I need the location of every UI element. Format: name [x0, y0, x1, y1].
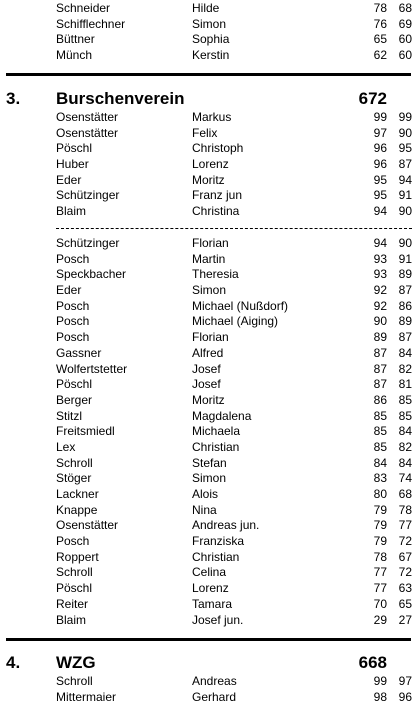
team-name: Burschenverein — [56, 89, 185, 108]
score-1: 78 — [373, 1, 387, 15]
first-name: Simon — [192, 16, 227, 31]
score-1: 85 — [373, 424, 387, 439]
last-name: Blaim — [56, 204, 87, 219]
last-name: Osenstätter — [56, 110, 119, 124]
first-name: Simon — [192, 283, 227, 298]
score-1: 99 — [373, 110, 387, 124]
score-1: 70 — [373, 596, 387, 611]
score-1: 65 — [373, 32, 387, 47]
score-1: 87 — [373, 377, 387, 392]
score-2: 85 — [398, 392, 412, 407]
first-name: Felix — [192, 125, 218, 140]
first-name: Franz jun — [192, 188, 243, 203]
table-row — [0, 613, 417, 629]
last-name: Schroll — [56, 565, 93, 580]
first-name: Josef jun. — [192, 612, 244, 627]
first-name: Sophia — [192, 32, 230, 47]
score-1: 92 — [373, 298, 387, 313]
first-name: Kerstin — [192, 48, 230, 63]
table-row — [0, 690, 417, 706]
score-2: 74 — [398, 471, 412, 486]
score-1: 83 — [373, 471, 387, 486]
first-name: Martin — [192, 251, 226, 266]
table-row — [0, 252, 417, 268]
table-row — [0, 471, 417, 487]
score-1: 97 — [373, 125, 387, 140]
score-2: 77 — [398, 518, 412, 533]
score-2: 95 — [398, 141, 412, 156]
score-2: 84 — [398, 345, 412, 360]
last-name: Pöschl — [56, 377, 93, 392]
last-name: Speckbacher — [56, 267, 127, 282]
score-2: 72 — [398, 565, 412, 580]
table-row — [0, 503, 417, 519]
first-name: Markus — [192, 110, 232, 124]
table-row — [0, 314, 417, 330]
table-row — [0, 362, 417, 378]
last-name: Reiter — [56, 596, 89, 611]
table-row — [0, 236, 417, 252]
last-name: Schifflechner — [56, 16, 126, 31]
table-row — [0, 550, 417, 566]
score-1: 85 — [373, 408, 387, 423]
first-name: Franziska — [192, 534, 245, 549]
score-1: 95 — [373, 188, 387, 203]
first-name: Andreas — [192, 674, 237, 688]
score-1: 98 — [373, 689, 387, 704]
last-name: Roppert — [56, 549, 99, 564]
previous-team-rows — [0, 1, 417, 64]
score-2: 68 — [398, 1, 412, 15]
score-1: 96 — [373, 157, 387, 172]
first-name: Lorenz — [192, 157, 229, 172]
first-name: Michael (Nußdorf) — [192, 298, 289, 313]
score-1: 93 — [373, 251, 387, 266]
table-row — [0, 141, 417, 157]
table-row — [0, 409, 417, 425]
last-name: Wolfertstetter — [56, 361, 128, 376]
score-1: 86 — [373, 392, 387, 407]
score-2: 69 — [398, 16, 412, 31]
score-2: 96 — [398, 689, 412, 704]
first-name: Christian — [192, 549, 240, 564]
last-name: Huber — [56, 157, 89, 172]
score-2: 85 — [398, 408, 412, 423]
first-name: Josef — [192, 361, 221, 376]
score-2: 27 — [398, 612, 412, 627]
score-1: 77 — [373, 581, 387, 596]
table-row — [0, 157, 417, 173]
last-name: Stöger — [56, 471, 92, 486]
last-name: Mittermaier — [56, 689, 117, 704]
table-row — [0, 204, 417, 220]
score-2: 99 — [398, 110, 412, 124]
team-member-rows — [0, 110, 417, 220]
team-separator — [6, 73, 411, 76]
table-row — [0, 299, 417, 315]
first-name: Alois — [192, 487, 219, 501]
score-1: 77 — [373, 565, 387, 580]
table-row — [0, 581, 417, 597]
team-reserve-rows — [0, 236, 417, 628]
score-2: 82 — [398, 439, 412, 454]
last-name: Freitsmiedl — [56, 424, 115, 439]
table-row — [0, 173, 417, 189]
score-2: 65 — [398, 596, 412, 611]
last-name: Schützinger — [56, 188, 120, 203]
last-name: Posch — [56, 314, 90, 329]
table-row — [0, 440, 417, 456]
first-name: Moritz — [192, 392, 225, 407]
table-row — [0, 565, 417, 581]
score-1: 29 — [373, 612, 387, 627]
last-name: Schroll — [56, 674, 93, 688]
score-1: 79 — [373, 518, 387, 533]
first-name: Moritz — [192, 172, 225, 187]
score-2: 90 — [398, 236, 412, 250]
first-name: Christian — [192, 439, 240, 454]
last-name: Münch — [56, 48, 93, 63]
last-name: Stitzl — [56, 408, 83, 423]
score-2: 78 — [398, 502, 412, 517]
first-name: Magdalena — [192, 408, 252, 423]
first-name: Florian — [192, 236, 229, 250]
table-row — [0, 48, 417, 64]
score-1: 87 — [373, 345, 387, 360]
last-name: Gassner — [56, 345, 102, 360]
team-member-rows — [0, 674, 417, 705]
table-row — [0, 674, 417, 690]
table-row — [0, 32, 417, 48]
first-name: Gerhard — [192, 689, 237, 704]
score-2: 90 — [398, 125, 412, 140]
last-name: Berger — [56, 392, 93, 407]
first-name: Simon — [192, 471, 227, 486]
score-2: 84 — [398, 455, 412, 470]
first-name: Tamara — [192, 596, 233, 611]
first-name: Andreas jun. — [192, 518, 260, 533]
table-row — [0, 110, 417, 126]
last-name: Schützinger — [56, 236, 120, 250]
table-row — [0, 126, 417, 142]
table-row — [0, 518, 417, 534]
table-row — [0, 377, 417, 393]
table-row — [0, 267, 417, 283]
table-row — [0, 1, 417, 17]
score-1: 76 — [373, 16, 387, 31]
score-2: 86 — [398, 298, 412, 313]
first-name: Michaela — [192, 424, 241, 439]
first-name: Hilde — [192, 1, 220, 15]
table-row — [0, 424, 417, 440]
score-1: 90 — [373, 314, 387, 329]
last-name: Osenstätter — [56, 518, 119, 533]
first-name: Lorenz — [192, 581, 229, 596]
last-name: Lex — [56, 439, 76, 454]
last-name: Schroll — [56, 455, 93, 470]
score-1: 80 — [373, 487, 387, 501]
score-2: 60 — [398, 32, 412, 47]
score-1: 85 — [373, 439, 387, 454]
score-2: 91 — [398, 251, 412, 266]
score-1: 95 — [373, 172, 387, 187]
first-name: Christoph — [192, 141, 244, 156]
score-2: 87 — [398, 283, 412, 298]
team-header — [0, 651, 417, 675]
last-name: Eder — [56, 172, 82, 187]
score-1: 92 — [373, 283, 387, 298]
score-1: 99 — [373, 674, 387, 688]
team-rank: 4. — [6, 653, 21, 672]
team-separator — [6, 638, 411, 641]
score-2: 90 — [398, 204, 412, 219]
score-1: 79 — [373, 534, 387, 549]
first-name: Theresia — [192, 267, 239, 282]
table-row — [0, 283, 417, 299]
team-total: 668 — [358, 653, 387, 672]
score-2: 94 — [398, 172, 412, 187]
score-1: 94 — [373, 236, 387, 250]
score-2: 67 — [398, 549, 412, 564]
table-row — [0, 393, 417, 409]
table-row — [0, 188, 417, 204]
table-row — [0, 330, 417, 346]
last-name: Eder — [56, 283, 82, 298]
last-name: Posch — [56, 251, 90, 266]
score-2: 72 — [398, 534, 412, 549]
last-name: Posch — [56, 534, 90, 549]
table-row — [0, 17, 417, 33]
first-name: Florian — [192, 330, 229, 345]
score-2: 81 — [398, 377, 412, 392]
score-2: 68 — [398, 487, 412, 501]
score-1: 96 — [373, 141, 387, 156]
score-1: 94 — [373, 204, 387, 219]
team-name: WZG — [56, 653, 96, 672]
team-total: 672 — [358, 89, 387, 108]
first-name: Stefan — [192, 455, 227, 470]
table-row — [0, 597, 417, 613]
last-name: Posch — [56, 330, 90, 345]
last-name: Knappe — [56, 502, 98, 517]
last-name: Osenstätter — [56, 125, 119, 140]
first-name: Nina — [192, 502, 217, 517]
first-name: Alfred — [192, 345, 224, 360]
score-1: 79 — [373, 502, 387, 517]
score-1: 89 — [373, 330, 387, 345]
score-2: 87 — [398, 157, 412, 172]
table-row — [0, 534, 417, 550]
table-row — [0, 487, 417, 503]
first-name: Christina — [192, 204, 240, 219]
score-1: 62 — [373, 48, 387, 63]
first-name: Josef — [192, 377, 221, 392]
score-2: 84 — [398, 424, 412, 439]
table-row — [0, 346, 417, 362]
score-2: 87 — [398, 330, 412, 345]
score-2: 63 — [398, 581, 412, 596]
team-rank: 3. — [6, 89, 21, 108]
score-2: 82 — [398, 361, 412, 376]
score-2: 89 — [398, 267, 412, 282]
last-name: Lackner — [56, 487, 99, 501]
last-name: Pöschl — [56, 141, 93, 156]
score-2: 97 — [398, 674, 412, 688]
score-1: 87 — [373, 361, 387, 376]
last-name: Blaim — [56, 612, 87, 627]
team-header — [0, 87, 417, 111]
last-name: Schneider — [56, 1, 111, 15]
score-2: 91 — [398, 188, 412, 203]
table-row — [0, 456, 417, 472]
score-2: 89 — [398, 314, 412, 329]
score-1: 93 — [373, 267, 387, 282]
first-name: Michael (Aiging) — [192, 314, 279, 329]
first-name: Celina — [192, 565, 227, 580]
last-name: Posch — [56, 298, 90, 313]
last-name: Pöschl — [56, 581, 93, 596]
last-name: Büttner — [56, 32, 95, 47]
score-1: 78 — [373, 549, 387, 564]
score-2: 60 — [398, 48, 412, 63]
score-1: 84 — [373, 455, 387, 470]
reserve-divider — [56, 228, 412, 229]
